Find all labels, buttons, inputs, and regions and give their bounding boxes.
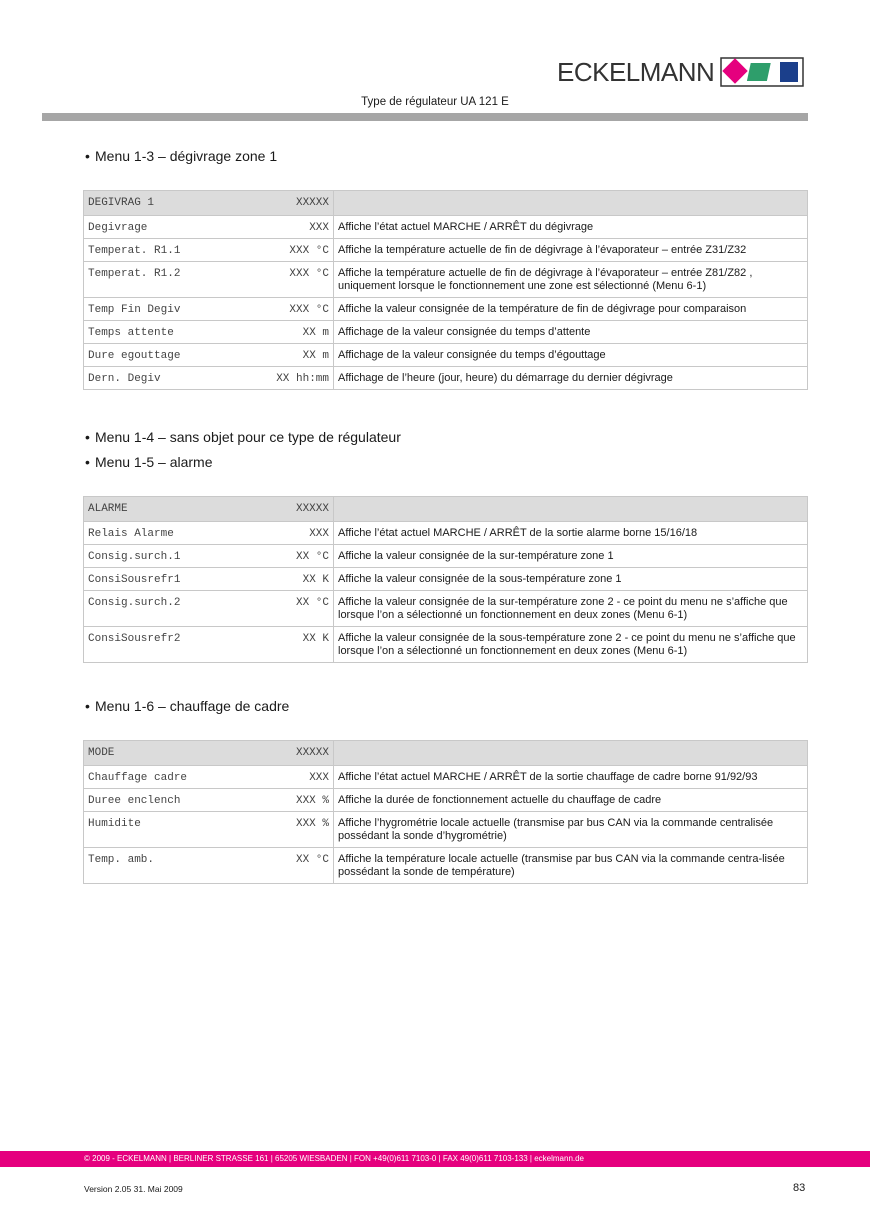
section-heading-menu-1-3: • Menu 1-3 – dégivrage zone 1	[85, 148, 278, 164]
header-value: XXXXX	[295, 197, 329, 209]
table-menu-1-5	[83, 496, 808, 663]
table-row: Temp. amb. XX °C Affiche la température locale actuelle (transmise par bus CAN via la commande centra-lisée possédant la sonde de température)	[84, 848, 808, 884]
header-code: ALARME	[88, 503, 128, 515]
table-row: Temperat. R1.2 XXX °C Affiche la température actuelle de fin de dégivrage à l’évaporateur – entrée Z81/Z82 , uniquement lorsque le fonctionnement une zone est sélectionné (Menu 6-1)	[84, 262, 808, 298]
table-row: Temps attente XX m Affichage de la valeur consignée du temps d’attente	[84, 321, 808, 344]
section-heading-menu-1-5: • Menu 1-5 – alarme	[85, 454, 213, 470]
brand-name: ECKELMANN	[557, 56, 715, 87]
document-version: Version 2.05 31. Mai 2009	[84, 1184, 183, 1194]
footer-contact: © 2009 - ECKELMANN | BERLINER STRASSE 161 | 65205 WIESBADEN | FON +49(0)611 7103-0 | FAX 49(0)611 7103-133 | eckelmann.de	[84, 1154, 585, 1163]
section-heading-menu-1-6: • Menu 1-6 – chauffage de cadre	[85, 698, 290, 714]
table-header-row	[84, 191, 808, 216]
table-header-row	[84, 741, 808, 766]
table-row: Chauffage cadre XXX Affiche l’état actuel MARCHE / ARRÊT de la sortie chauffage de cadre borne 91/92/93	[84, 766, 808, 789]
logo-squares-icon	[720, 57, 804, 87]
header-value: XXXXX	[295, 503, 329, 515]
header-rule	[42, 113, 808, 121]
table-row: Consig.surch.2 XX °C Affiche la valeur consignée de la sur-température zone 2 - ce point du menu ne s’affiche que lorsque l’on a sélectionné un fonctionnement en deux zones (Menu 6-1)	[84, 591, 808, 627]
table-menu-1-6	[83, 740, 808, 884]
table-row: Humidite XXX % Affiche l’hygrométrie locale actuelle (transmise par bus CAN via la commande centralisée possédant la sonde d’hygrométrie)	[84, 812, 808, 848]
table-row: Consig.surch.1 XX °C Affiche la valeur consignée de la sur-température zone 1	[84, 545, 808, 568]
table-row: Dure egouttage XX m Affichage de la valeur consignée du temps d’égouttage	[84, 344, 808, 367]
page-number: 83	[793, 1182, 806, 1194]
table-row: Temperat. R1.1 XXX °C Affiche la température actuelle de fin de dégivrage à l’évaporateur – entrée Z31/Z32	[84, 239, 808, 262]
table-row: Duree enclench XXX % Affiche la durée de fonctionnement actuelle du chauffage de cadre	[84, 789, 808, 812]
table-row: Temp Fin Degiv XXX °C Affiche la valeur consignée de la température de fin de dégivrage pour comparaison	[84, 298, 808, 321]
logo-marks	[720, 57, 804, 87]
table-row: Degivrage XXX Affiche l’état actuel MARCHE / ARRÊT du dégivrage	[84, 216, 808, 239]
document-subtitle: Type de régulateur UA 121 E	[361, 96, 509, 108]
table-header-row	[84, 497, 808, 522]
footer-bar	[0, 1151, 870, 1167]
table-row: Relais Alarme XXX Affiche l’état actuel MARCHE / ARRÊT de la sortie alarme borne 15/16/18	[84, 522, 808, 545]
company-logo	[557, 56, 804, 88]
table-menu-1-3	[83, 190, 808, 390]
table-row: Dern. Degiv XX hh:mm Affichage de l’heure (jour, heure) du démarrage du dernier dégivrage	[84, 367, 808, 390]
table-row: ConsiSousrefr1 XX K Affiche la valeur consignée de la sous-température zone 1	[84, 568, 808, 591]
header-code: MODE	[88, 747, 115, 759]
header-code: DEGIVRAG 1	[88, 197, 155, 209]
section-heading-menu-1-4: • Menu 1-4 – sans objet pour ce type de régulateur	[85, 429, 401, 445]
table-row: ConsiSousrefr2 XX K Affiche la valeur consignée de la sous-température zone 2 - ce point du menu ne s’affiche que lorsque l’on a sélectionné un fonctionnement en deux zones (Menu 6-1)	[84, 627, 808, 663]
header-value: XXXXX	[295, 747, 329, 759]
